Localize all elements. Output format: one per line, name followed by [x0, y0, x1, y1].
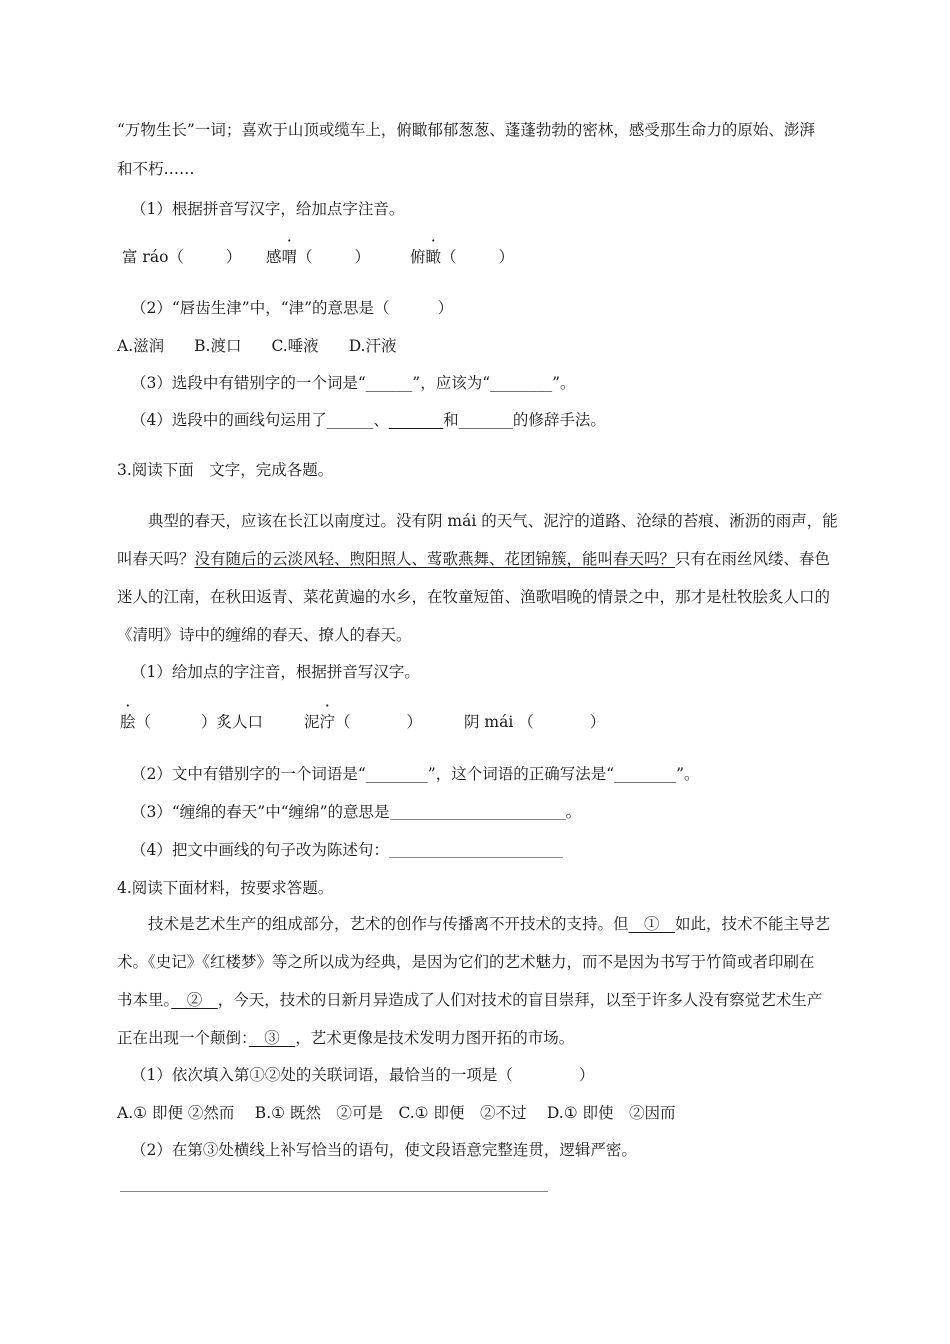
item-bracket: ）	[406, 713, 423, 731]
pinyin-item-kuai	[120, 712, 263, 732]
question-2-1: （1）根据拼音写汉字，给加点字注音。	[131, 200, 405, 218]
dotted-char: 喟	[281, 248, 298, 266]
passage-text: ，今天，技术的日新月异造成了人们对技术的盲目崇拜，以至于许多人没有察觉艺术生产	[217, 991, 823, 1009]
question-2-2	[131, 298, 453, 318]
passage-text: 技术是艺术生产的组成部分，艺术的创作与传播离不开技术的支持。但	[148, 915, 629, 933]
options-2-2	[117, 336, 397, 356]
question-text: （4）把文中画线的句子改为陈述句：	[131, 841, 389, 859]
option-b: B.渡口	[194, 337, 242, 355]
passage-line	[117, 990, 822, 1010]
passage-line: 迷人的江南，在秋田返青、菜花黄遍的水乡，在牧童短笛、渔歌唱晚的情景之中，那才是杜牧脍炙人口的	[117, 588, 831, 606]
question-2-4	[131, 410, 606, 430]
item-label: 俯	[410, 248, 426, 266]
question-text: 和_______的修辞手法。	[443, 411, 606, 429]
options-4-1: A.① 即便 ②然而 B.① 既然 ②可是 C.① 即便 ②不过 D.① 即使 ②因而	[117, 1104, 676, 1122]
question-4-1	[131, 1065, 594, 1085]
pinyin-item-rao	[122, 247, 241, 267]
answer-line[interactable]	[390, 803, 566, 820]
item-label: 泥	[304, 713, 320, 731]
passage-text: 只有在雨丝风缕、春色	[675, 550, 831, 568]
item-bracket: ）	[578, 1066, 595, 1084]
item-bracket: ）	[498, 248, 515, 266]
item-bracket: （	[135, 713, 152, 731]
passage-line	[117, 549, 830, 569]
dotted-char: 泞	[319, 713, 336, 731]
option-d: D.汗液	[348, 337, 397, 355]
dotted-char: 瞰	[425, 248, 442, 266]
passage-text: 正在出现一个颠倒：	[117, 1029, 249, 1047]
answer-blank[interactable]: _______	[388, 411, 444, 429]
underlined-sentence: 没有随后的云淡风轻、煦阳照人、莺歌燕舞、花团锦簇，能叫春天吗？	[194, 550, 676, 568]
question-text: （4）选段中的画线句运用了______、	[131, 411, 389, 429]
answer-line[interactable]	[120, 1191, 548, 1192]
passage-line	[117, 1028, 574, 1048]
item-bracket: （	[297, 248, 313, 266]
question-3-3	[131, 802, 581, 822]
question-text: （2）“唇齿生津”中，“津”的意思是（	[131, 299, 390, 317]
question-text: （3）“缠绵的春天”中“缠绵”的意思是	[131, 803, 390, 821]
passage-text: 叫春天吗？	[117, 550, 195, 568]
passage-line: 术。《史记》《红楼梦》等之所以成为经典，是因为它们的艺术魅力，而不是因为书写于竹简或者印刷在	[117, 953, 815, 971]
option-a: A.滋润	[117, 337, 165, 355]
passage-line	[148, 914, 830, 934]
item-label: ）炙人口	[201, 713, 264, 731]
question-4-2: （2）在第③处横线上补写恰当的语句，使文段语意完整连贯，逻辑严密。	[131, 1141, 637, 1159]
passage-text: 书本里。	[117, 991, 172, 1009]
item-bracket: （	[441, 248, 457, 266]
question-2-3: （3）选段中有错别字的一个词是“______”，应该为“________”。	[131, 374, 576, 392]
pinyin-item-kui	[266, 247, 370, 267]
question-text: 。	[565, 803, 582, 821]
item-bracket: ）	[225, 248, 242, 266]
passage-line: 和不朽……	[117, 160, 195, 178]
passage-line: 典型的春天，应该在长江以南度过。没有阴 mái 的天气、泥泞的道路、沧绿的苔痕、淅沥的雨声，能	[148, 512, 838, 530]
item-bracket: ）	[354, 248, 371, 266]
pinyin-item-ning	[304, 712, 422, 732]
blank-3[interactable]: ③	[248, 1029, 296, 1047]
passage-text: 如此，技术不能主导艺	[675, 915, 831, 933]
question-3-4	[131, 840, 563, 860]
item-bracket: ）	[589, 713, 606, 731]
pinyin-item-mai	[464, 712, 605, 732]
item-label: 阴 mái （	[464, 713, 534, 731]
item-bracket: （	[335, 713, 351, 731]
blank-2[interactable]: ②	[171, 991, 218, 1009]
passage-text: ，艺术更像是技术发明力图开拓的市场。	[295, 1029, 575, 1047]
question-3-1: （1）给加点的字注音，根据拼音写汉字。	[131, 663, 420, 681]
option-c: C.唾液	[271, 337, 319, 355]
pinyin-item-kan	[410, 247, 514, 267]
item-bracket: ）	[437, 299, 454, 317]
item-label: 感	[266, 248, 282, 266]
blank-1[interactable]: ①	[628, 915, 676, 933]
question-3-title: 3.阅读下面 文字，完成各题。	[117, 461, 334, 479]
passage-line: 《清明》诗中的缠绵的春天、撩人的春天。	[117, 626, 412, 644]
question-4-title: 4.阅读下面材料，按要求答题。	[117, 879, 334, 897]
answer-line[interactable]	[389, 841, 563, 858]
passage-line: “万物生长”一词；喜欢于山顶或缆车上，俯瞰郁郁葱葱、蓬蓬勃勃的密林，感受那生命力的原始、澎湃	[117, 121, 815, 139]
question-text: （1）依次填入第①②处的关联词语，最恰当的一项是（	[131, 1066, 513, 1084]
question-3-2: （2）文中有错别字的一个词语是“________”，这个词语的正确写法是“________”。	[131, 765, 700, 783]
item-label: 富 ráo（	[122, 248, 184, 266]
dotted-char: 脍	[120, 713, 136, 731]
